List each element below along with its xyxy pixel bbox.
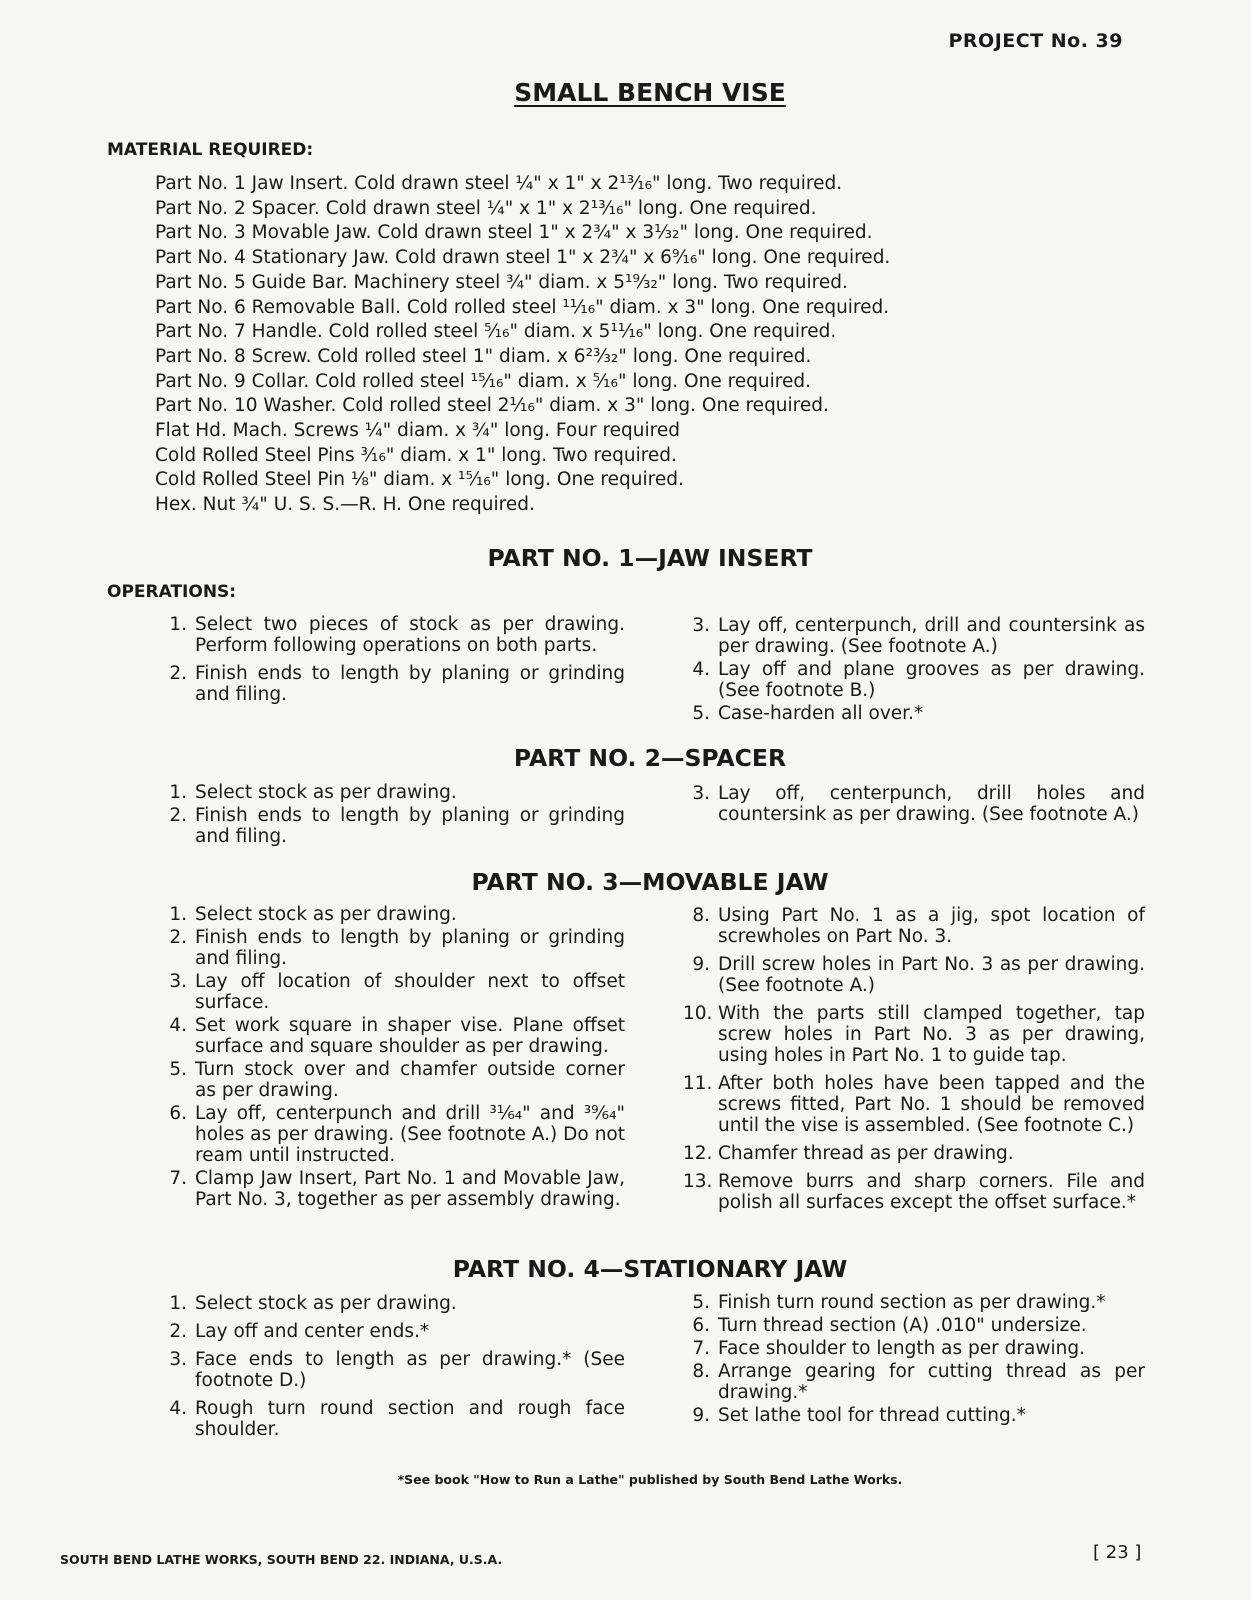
step-text: Lay off and center ends.* <box>195 1321 430 1342</box>
step-number: 13. <box>683 1171 713 1192</box>
operation-step <box>160 904 625 925</box>
part-4-ops-left <box>160 1293 625 1447</box>
part-2-ops-right <box>683 783 1145 832</box>
step-number: 8. <box>692 905 710 926</box>
step-text: Rough turn round section and rough face shoulder. <box>195 1398 625 1440</box>
step-text: Remove burrs and sharp corners. File and polish all surfaces except the offset surface.* <box>718 1171 1145 1213</box>
step-number: 2. <box>169 805 187 826</box>
operation-step <box>160 1398 625 1440</box>
operation-step <box>683 1171 1145 1213</box>
material-item: Part No. 1 Jaw Insert. Cold drawn steel ¼" x 1" x 2¹³⁄₁₆" long. Two required. <box>155 173 843 194</box>
material-item: Part No. 3 Movable Jaw. Cold drawn steel 1" x 2¾" x 3¹⁄₃₂" long. One required. <box>155 222 873 244</box>
step-text: Using Part No. 1 as a jig, spot location of screwholes on Part No. 3. <box>718 905 1145 947</box>
step-text: Finish ends to length by planing or grinding and filing. <box>195 663 625 705</box>
operation-step <box>683 1143 1145 1164</box>
step-number: 1. <box>169 782 187 803</box>
step-text: Lay off, centerpunch, drill holes and countersink as per drawing. (See footnote A.) <box>718 783 1145 825</box>
step-text: Select stock as per drawing. <box>195 782 457 803</box>
step-text: With the parts still clamped together, tap screw holes in Part No. 3 as per drawing, using holes in Part No. 1 to guide tap. <box>718 1003 1145 1066</box>
step-number: 7. <box>169 1168 187 1189</box>
material-item: Part No. 5 Guide Bar. Machinery steel ¾" diam. x 5¹⁹⁄₃₂" long. Two required. <box>155 271 848 293</box>
step-number: 2. <box>169 927 187 948</box>
material-item: Cold Rolled Steel Pin ⅛" diam. x ¹⁵⁄₁₆" long. One required. <box>155 469 684 491</box>
page-number: [ 23 ] <box>1093 1542 1142 1563</box>
material-item: Part No. 6 Removable Ball. Cold rolled steel ¹¹⁄₁₆" diam. x 3" long. One required. <box>155 296 890 318</box>
step-text: Select two pieces of stock as per drawing. Perform following operations on both parts. <box>195 614 625 656</box>
step-text: Lay off and plane grooves as per drawing. (See footnote B.) <box>718 659 1145 701</box>
material-item: Part No. 4 Stationary Jaw. Cold drawn steel 1" x 2¾" x 6⁹⁄₁₆" long. One required. <box>155 247 891 269</box>
material-item: Part No. 10 Washer. Cold rolled steel 2¹⁄₁₆" diam. x 3" long. One required. <box>155 395 829 417</box>
operation-step <box>683 954 1145 996</box>
step-number: 3. <box>169 1349 187 1370</box>
step-text: Select stock as per drawing. <box>195 1293 457 1314</box>
part-3-heading: PART NO. 3—MOVABLE JAW <box>471 868 829 896</box>
step-number: 3. <box>692 615 710 636</box>
operation-step <box>160 1321 625 1342</box>
step-number: 9. <box>692 1405 710 1426</box>
step-number: 3. <box>692 783 710 804</box>
operation-step <box>160 971 625 1013</box>
material-item: Flat Hd. Mach. Screws ¼" diam. x ¾" long. Four required <box>155 420 680 442</box>
operation-step <box>160 614 625 656</box>
operation-step <box>160 663 625 705</box>
material-required-label: MATERIAL REQUIRED: <box>107 140 314 160</box>
step-text: Finish turn round section as per drawing.* <box>718 1292 1106 1313</box>
part-1-ops-right <box>683 615 1145 726</box>
step-number: 2. <box>169 663 187 684</box>
operation-step <box>683 905 1145 947</box>
step-number: 12. <box>683 1143 713 1164</box>
step-number: 5. <box>169 1059 187 1080</box>
operation-step <box>160 1168 625 1210</box>
step-number: 4. <box>692 659 710 680</box>
step-text: Set lathe tool for thread cutting.* <box>718 1405 1026 1426</box>
operation-step <box>683 659 1145 701</box>
step-number: 9. <box>692 954 710 975</box>
step-number: 8. <box>692 1361 710 1382</box>
operation-step <box>683 703 1145 724</box>
operation-step <box>683 1292 1145 1313</box>
footnote: *See book "How to Run a Lathe" published by South Bend Lathe Works. <box>397 1472 903 1487</box>
material-item: Part No. 7 Handle. Cold rolled steel ⁵⁄₁₆" diam. x 5¹¹⁄₁₆" long. One required. <box>155 321 837 343</box>
step-text: Face shoulder to length as per drawing. <box>718 1338 1085 1359</box>
operation-step <box>160 927 625 969</box>
step-text: Case-harden all over.* <box>718 703 924 724</box>
part-3-ops-right <box>683 905 1145 1220</box>
step-text: Face ends to length as per drawing.* (See footnote D.) <box>195 1349 625 1391</box>
operation-step <box>160 1103 625 1166</box>
step-text: Select stock as per drawing. <box>195 904 457 925</box>
operation-step <box>160 1293 625 1314</box>
step-text: Finish ends to length by planing or grinding and filing. <box>195 927 625 969</box>
step-text: Lay off, centerpunch and drill ³¹⁄₆₄" and ³⁹⁄₆₄" holes as per drawing. (See footnote A.) Do not ream until instructed. <box>195 1103 625 1166</box>
step-text: Clamp Jaw Insert, Part No. 1 and Movable Jaw, Part No. 3, together as per assembly drawing. <box>195 1168 625 1210</box>
part-2-heading: PART NO. 2—SPACER <box>513 744 787 772</box>
operation-step <box>683 1003 1145 1066</box>
step-number: 10. <box>683 1003 713 1024</box>
project-number: PROJECT No. 39 <box>948 30 1123 52</box>
step-text: Lay off, centerpunch, drill and countersink as per drawing. (See footnote A.) <box>718 615 1145 657</box>
step-number: 1. <box>169 904 187 925</box>
operation-step <box>683 1338 1145 1359</box>
step-number: 11. <box>683 1073 713 1094</box>
step-number: 4. <box>169 1015 187 1036</box>
step-number: 5. <box>692 703 710 724</box>
material-item: Part No. 9 Collar. Cold rolled steel ¹⁵⁄₁₆" diam. x ⁵⁄₁₆" long. One required. <box>155 370 811 392</box>
step-number: 4. <box>169 1398 187 1419</box>
step-text: Arrange gearing for cutting thread as per drawing.* <box>718 1361 1145 1403</box>
operations-label: OPERATIONS: <box>107 582 237 602</box>
step-text: Finish ends to length by planing or grinding and filing. <box>195 805 625 847</box>
operation-step <box>160 1349 625 1391</box>
operation-step <box>683 1073 1145 1136</box>
material-item: Part No. 8 Screw. Cold rolled steel 1" diam. x 6²³⁄₃₂" long. One required. <box>155 345 812 367</box>
step-text: Lay off location of shoulder next to offset surface. <box>195 971 625 1013</box>
operation-step <box>683 1361 1145 1403</box>
step-text: Set work square in shaper vise. Plane offset surface and square shoulder as per drawing. <box>195 1015 625 1057</box>
material-item: Part No. 2 Spacer. Cold drawn steel ¼" x 1" x 2¹³⁄₁₆" long. One required. <box>155 197 817 219</box>
operation-step <box>160 805 625 847</box>
step-text: Chamfer thread as per drawing. <box>718 1143 1014 1164</box>
part-4-ops-right <box>683 1292 1145 1428</box>
page-title: SMALL BENCH VISE <box>514 78 786 107</box>
operation-step <box>160 782 625 803</box>
step-number: 7. <box>692 1338 710 1359</box>
operation-step <box>683 783 1145 825</box>
material-list <box>155 172 890 518</box>
step-number: 1. <box>169 614 187 635</box>
material-item: Cold Rolled Steel Pins ³⁄₁₆" diam. x 1" long. Two required. <box>155 444 677 466</box>
operation-step <box>683 1405 1145 1426</box>
operation-step <box>683 615 1145 657</box>
step-number: 1. <box>169 1293 187 1314</box>
step-number: 3. <box>169 971 187 992</box>
step-number: 6. <box>169 1103 187 1124</box>
step-number: 2. <box>169 1321 187 1342</box>
part-4-heading: PART NO. 4—STATIONARY JAW <box>452 1255 848 1283</box>
step-text: After both holes have been tapped and the screws fitted, Part No. 1 should be removed until the vise is assembled. (See footnote C.) <box>718 1073 1145 1136</box>
step-number: 5. <box>692 1292 710 1313</box>
operation-step <box>160 1059 625 1101</box>
operation-step <box>683 1315 1145 1336</box>
part-2-ops-left <box>160 782 625 849</box>
part-1-heading: PART NO. 1—JAW INSERT <box>487 544 813 572</box>
step-text: Turn thread section (A) .010" undersize. <box>718 1315 1087 1336</box>
material-item: Hex. Nut ¾" U. S. S.—R. H. One required. <box>155 494 535 516</box>
publisher-footer: SOUTH BEND LATHE WORKS, SOUTH BEND 22. INDIANA, U.S.A. <box>60 1552 503 1567</box>
operation-step <box>160 1015 625 1057</box>
step-text: Drill screw holes in Part No. 3 as per drawing. (See footnote A.) <box>718 954 1145 996</box>
step-number: 6. <box>692 1315 710 1336</box>
part-3-ops-left <box>160 904 625 1212</box>
step-text: Turn stock over and chamfer outside corner as per drawing. <box>195 1059 625 1101</box>
part-1-ops-left <box>160 614 625 712</box>
